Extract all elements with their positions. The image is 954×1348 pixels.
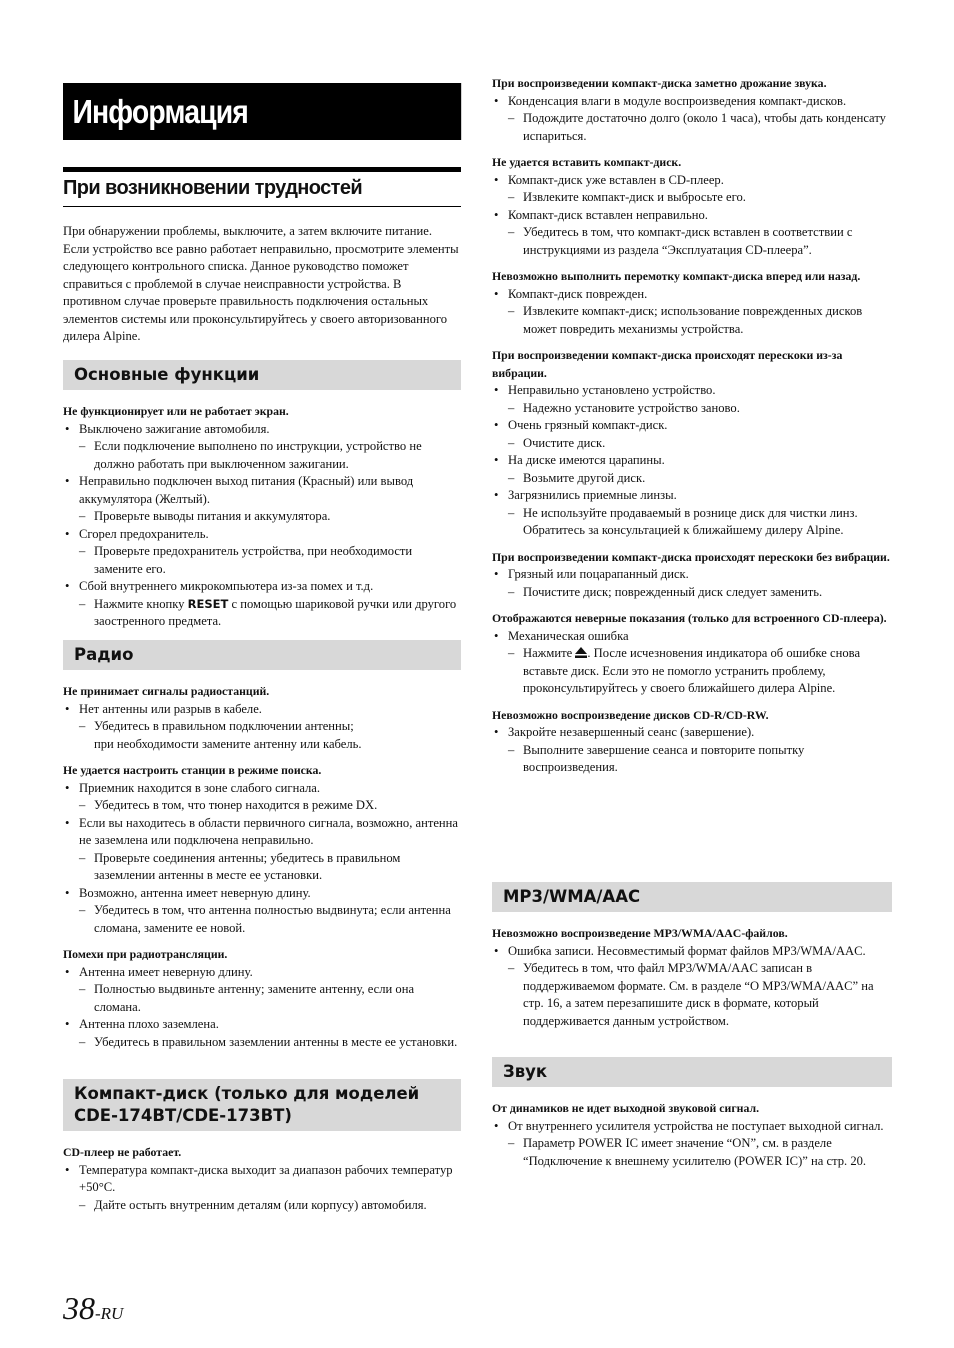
problem-heading: Не функционирует или не работает экран. [63,404,289,418]
cause-item: • Сбой внутреннего микрокомпьютера из-за помех и т.д. – Нажмите кнопку RESET с помощью шариковой ручки или другого заостренного предмета. [63,578,461,631]
solution-item: – Убедитесь в том, что тюнер находится в режиме DX. [79,797,461,815]
solution-item: – Почистите диск; поврежденный диск следует заменить. [508,584,892,602]
solution-item: – Нажмите кнопку RESET с помощью шариковой ручки или другого заостренного предмета. [79,596,461,631]
cause-item: • Антенна имеет неверную длину. – Полностью выдвиньте антенну; замените антенну, если она сломана. [63,964,461,1017]
solution-item: – Нажмите . После исчезновения индикатора об ошибке снова вставьте диск. Если это не помогло устранить проблему, проконсультируйтесь у своего ближайшего дилера Alpine. [508,645,892,698]
cause-item: • От внутреннего усилителя устройства не поступает выходной сигнал. – Параметр POWER IC имеет значение “ON”, см. в разделе “Подключение к внешнему усилителю (POWER IC)” на стр. 20. [492,1118,892,1171]
cause-list [63,421,461,631]
solution-item: – Убедитесь в том, что антенна полностью выдвинута; если антенна сломана, замените ее новой. [79,902,461,937]
solution-item: – Дайте остыть внутренним деталям (или корпусу) автомобиля. [79,1197,461,1215]
cause-item: • На диске имеются царапины. – Возьмите другой диск. [492,452,892,487]
subsection-heading: MP3/WMA/AAC [492,882,892,912]
problem-heading: CD-плеер не работает. [63,1145,182,1159]
problem-heading: Невозможно воспроизведение дисков CD-R/CD-RW. [492,707,769,722]
cause-list [492,566,892,601]
problem-heading: Отображаются неверные показания (только для встроенного CD-плеера). [492,611,887,625]
solution-item: – Надежно установите устройство заново. [508,400,892,418]
cause-list [63,964,461,1052]
solution-item: – Проверьте соединения антенны; убедитесь в правильном заземлении антенны в месте ее установки. [79,850,461,885]
subsection-heading: Компакт-диск (только для моделей CDE-174BT/CDE-173BT) [63,1079,461,1131]
solution-item: – Извлеките компакт-диск; использование поврежденных дисков может повредить механизмы устройства. [508,303,892,338]
problem-heading: При воспроизведении компакт-диска происходят перескоки из-за вибрации. [492,348,843,380]
subsection-heading: Звук [492,1057,892,1087]
cause-item: • Выключено зажигание автомобиля. – Если подключение выполнено по инструкции, устройство не должно работать при выключенном зажигании. [63,421,461,474]
solution-item: – Убедитесь в том, что файл MP3/WMA/AAC записан в поддерживаемом формате. См. в разделе “О MP3/WMA/AAC” на стр. 16, а затем перезапишите диск в формате, который поддерживается данным устройством. [508,960,892,1030]
page-title: Информация [63,83,461,140]
problem-heading: Не принимает сигналы радиостанций. [63,684,270,698]
cause-item: • Грязный или поцарапанный диск. – Почистите диск; поврежденный диск следует заменить. [492,566,892,601]
solution-item: – Очистите диск. [508,435,892,453]
cause-item: • Приемник находится в зоне слабого сигнала. – Убедитесь в том, что тюнер находится в режиме DX. [63,780,461,815]
cause-list [492,628,892,698]
problem-heading: Невозможно выполнить перемотку компакт-диска вперед или назад. [492,269,861,283]
solution-item: – Параметр POWER IC имеет значение “ON”, см. в разделе “Подключение к внешнему усилителю (POWER IC)” на стр. 20. [508,1135,892,1170]
problem-heading: При воспроизведении компакт-диска заметно дрожание звука. [492,76,827,90]
intro-paragraph: При обнаружении проблемы, выключите, а затем включите питание. Если устройство все равно работает неправильно, просмотрите элементы следующего контрольного списка. Данное руководство поможет справиться с проблемой в случае неисправности устройства. В противном случае проверьте правильность подключения остальных элементов системы или проконсультируйтесь у своего авторизованного дилера Alpine. [63,224,459,343]
cause-list [63,701,461,754]
subsection-heading: Основные функции [63,360,461,390]
problem-heading: Помехи при радиотрансляции. [63,947,228,961]
cause-list [492,172,892,260]
solution-item: – Убедитесь в правильном заземлении антенны в месте ее установки. [79,1034,461,1052]
cause-item: • Компакт-диск уже вставлен в CD-плеер. – Извлеките компакт-диск и выбросьте его. [492,172,892,207]
cause-item: • Если вы находитесь в области первичного сигнала, возможно, антенна не заземлена или подключена неправильно. – Проверьте соединения антенны; убедитесь в правильном заземлении антенны в месте ее установки. [63,815,461,885]
cause-item: • Ошибка записи. Несовместимый формат файлов MP3/WMA/AAC. – Убедитесь в том, что файл MP3/WMA/AAC записан в поддерживаемом формате. См. в разделе “О MP3/WMA/AAC” на стр. 16, а затем перезапишите диск в формате, который поддерживается данным устройством. [492,943,892,1031]
problem-heading: Невозможно воспроизведение MP3/WMA/AAC-файлов. [492,926,788,940]
cause-item: • Неправильно установлено устройство. – Надежно установите устройство заново. [492,382,892,417]
cause-item: • Неправильно подключен выход питания (Красный) или вывод аккумулятора (Желтый). – Проверьте выводы питания и аккумулятора. [63,473,461,526]
cause-list [492,1118,892,1171]
cause-list [63,780,461,938]
solution-item: – Выполните завершение сеанса и повторите попытку воспроизведения. [508,742,892,777]
cause-list [63,1162,461,1215]
section-mp3 [492,882,892,1039]
cause-list [492,724,892,777]
solution-item: – Убедитесь в правильном подключении антенны; при необходимости замените антенну или кабель. [79,718,461,753]
section-basic [63,360,461,640]
problem-heading: При воспроизведении компакт-диска происходят перескоки без вибрации. [492,549,890,564]
section-radio [63,640,461,1060]
solution-item: – Подождите достаточно долго (около 1 часа), чтобы дать конденсату испариться. [508,110,892,145]
section-cd-continued [492,75,892,786]
solution-item: – Извлеките компакт-диск и выбросьте его. [508,189,892,207]
solution-item: – Полностью выдвиньте антенну; замените антенну, если она сломана. [79,981,461,1016]
cause-item: • Очень грязный компакт-диск. – Очистите диск. [492,417,892,452]
cause-item: • Конденсация влаги в модуле воспроизведения компакт-дисков. – Подождите достаточно долго (около 1 часа), чтобы дать конденсату испариться. [492,93,892,146]
cause-item: • Возможно, антенна имеет неверную длину. – Убедитесь в том, что антенна полностью выдвинута; если антенна сломана, замените ее новой. [63,885,461,938]
cause-item: • Нет антенны или разрыв в кабеле. – Убедитесь в правильном подключении антенны; при необходимости замените антенну или кабель. [63,701,461,754]
cause-list [492,286,892,339]
cause-item: • Механическая ошибка – Нажмите . После исчезновения индикатора об ошибке снова вставьте диск. Если это не помогло устранить проблему, проконсультируйтесь у своего ближайшего дилера Alpine. [492,628,892,698]
cause-item: • Антенна плохо заземлена. – Убедитесь в правильном заземлении антенны в месте ее установки. [63,1016,461,1051]
cause-item: • Компакт-диск вставлен неправильно. – Убедитесь в том, что компакт-диск вставлен в соответствии с инструкциями из раздела “Эксплуатация CD-плеера”. [492,207,892,260]
reset-key-label: RESET [187,596,229,611]
solution-item: – Не используйте продаваемый в рознице диск для чистки линз. Обратитесь за консультацией к ближайшему дилеру Alpine. [508,505,892,540]
solution-item: – Проверьте выводы питания и аккумулятора. [79,508,461,526]
cause-list [492,93,892,146]
cause-list [492,943,892,1031]
subsection-heading: Радио [63,640,461,670]
solution-item: – Если подключение выполнено по инструкции, устройство не должно работать при выключенном зажигании. [79,438,461,473]
problem-heading: От динамиков не идет выходной звуковой сигнал. [492,1101,760,1115]
page-number: 38-RU [63,1290,124,1326]
solution-item: – Возьмите другой диск. [508,470,892,488]
solution-item: – Проверьте предохранитель устройства, при необходимости замените его. [79,543,461,578]
cause-item: • Сгорел предохранитель. – Проверьте предохранитель устройства, при необходимости замените его. [63,526,461,579]
cause-item: • Закройте незавершенный сеанс (завершение). – Выполните завершение сеанса и повторите попытку воспроизведения. [492,724,892,777]
cause-item: • Загрязнились приемные линзы. – Не используйте продаваемый в рознице диск для чистки линз. Обратитесь за консультацией к ближайшему дилеру Alpine. [492,487,892,540]
cause-list [492,382,892,540]
eject-icon [575,647,587,658]
section-sound [492,1057,892,1179]
solution-item: – Убедитесь в том, что компакт-диск вставлен в соответствии с инструкциями из раздела “Эксплуатация CD-плеера”. [508,224,892,259]
cause-item: • Температура компакт-диска выходит за диапазон рабочих температур +50°C. – Дайте остыть внутренним деталям (или корпусу) автомобиля. [63,1162,461,1215]
cause-item: • Компакт-диск поврежден. – Извлеките компакт-диск; использование поврежденных дисков может повредить механизмы устройства. [492,286,892,339]
problem-heading: Не удается вставить компакт-диск. [492,155,682,169]
problem-heading: Не удается настроить станции в режиме поиска. [63,763,322,777]
section-title: При возникновении трудностей [63,167,461,207]
section-cd [63,1079,461,1223]
